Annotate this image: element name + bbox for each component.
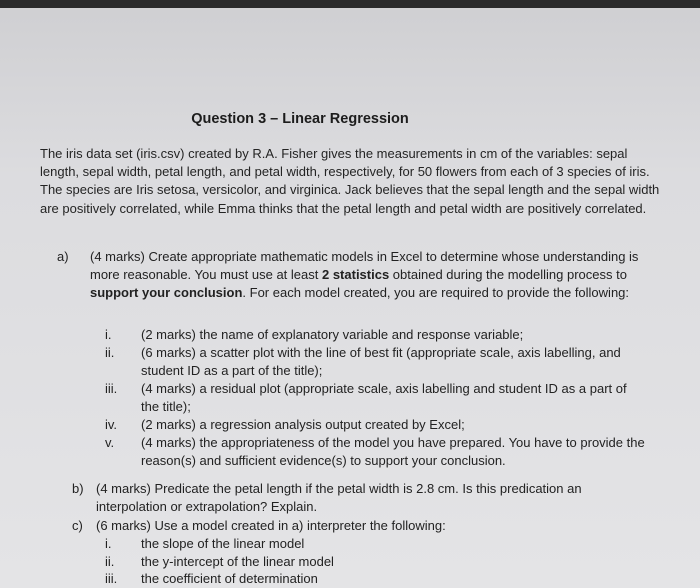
- question-b-text: (4 marks) Predicate the petal length if the petal width is 2.8 cm. Is this predication an interpolation or extrapolation? Explain.: [96, 481, 582, 515]
- item-number: iii.: [105, 381, 118, 396]
- item-number: i.: [105, 536, 112, 551]
- item-text: the slope of the linear model: [141, 536, 305, 551]
- question-a-item: [105, 326, 645, 344]
- item-text: (4 marks) the appropriateness of the model you have prepared. You have to provide the reason(s) and sufficient evidence(s) to support your conclusion.: [141, 435, 645, 469]
- item-text: the y-intercept of the linear model: [141, 554, 334, 569]
- item-number: ii.: [105, 554, 115, 569]
- question-a-bold-1: 2 statistics: [321, 267, 390, 283]
- question-a-label: a): [57, 249, 69, 264]
- item-text: (2 marks) a regression analysis output created by Excel;: [141, 417, 465, 432]
- item-number: v.: [105, 435, 115, 450]
- question-a-item: [105, 344, 645, 380]
- question-a-text-3: . For each model created, you are required to provide the following:: [242, 285, 630, 301]
- question-a-item: [105, 434, 645, 470]
- item-number: iv.: [105, 417, 118, 432]
- question-c-text: (6 marks) Use a model created in a) interpreter the following:: [96, 518, 446, 533]
- question-a-text-2: obtained during the modelling process to: [389, 267, 627, 283]
- question-b: [72, 480, 652, 516]
- document-page: [0, 8, 700, 588]
- item-text: (2 marks) the name of explanatory variable and response variable;: [141, 327, 524, 342]
- question-c-label: c): [72, 518, 83, 533]
- item-text: the coefficient of determination: [141, 571, 318, 586]
- question-c-item: [105, 570, 645, 588]
- question-c: [72, 517, 652, 535]
- question-c-item: [105, 535, 645, 553]
- intro-paragraph: The iris data set (iris.csv) created by R.A. Fisher gives the measurements in cm of the variables: sepal length, sepal width, petal length, and petal width, respectively, for 50 flowers from each of 3 species of iris. The species are Iris setosa, versicolor, and virginica. Jack believes that the sepal length and the sepal width are positively correlated, while Emma thinks that the petal length and petal width are positively correlated.: [40, 146, 660, 216]
- question-a-item: [105, 416, 645, 434]
- item-number: iii.: [105, 571, 118, 586]
- item-text: (6 marks) a scatter plot with the line of best fit (appropriate scale, axis labelling, and student ID as a part of the title);: [141, 345, 621, 379]
- question-a-bold-2: support your conclusion: [90, 285, 243, 301]
- question-a-text: [90, 248, 657, 303]
- question-b-label: b): [72, 481, 84, 496]
- item-number: i.: [105, 327, 112, 342]
- top-edge-bar: [0, 0, 700, 8]
- question-a: [57, 248, 657, 303]
- item-number: ii.: [105, 345, 115, 360]
- question-a-text-1: (4 marks) Create appropriate mathematic models in Excel to determine whose understanding is more reasonable. You must use at least: [90, 249, 639, 283]
- question-c-item: [105, 553, 645, 571]
- item-text: (4 marks) a residual plot (appropriate scale, axis labelling and student ID as a part of the title);: [141, 381, 627, 415]
- question-title-text: Question 3 – Linear Regression: [191, 111, 409, 127]
- question-title: [0, 111, 700, 127]
- question-a-item: [105, 380, 645, 416]
